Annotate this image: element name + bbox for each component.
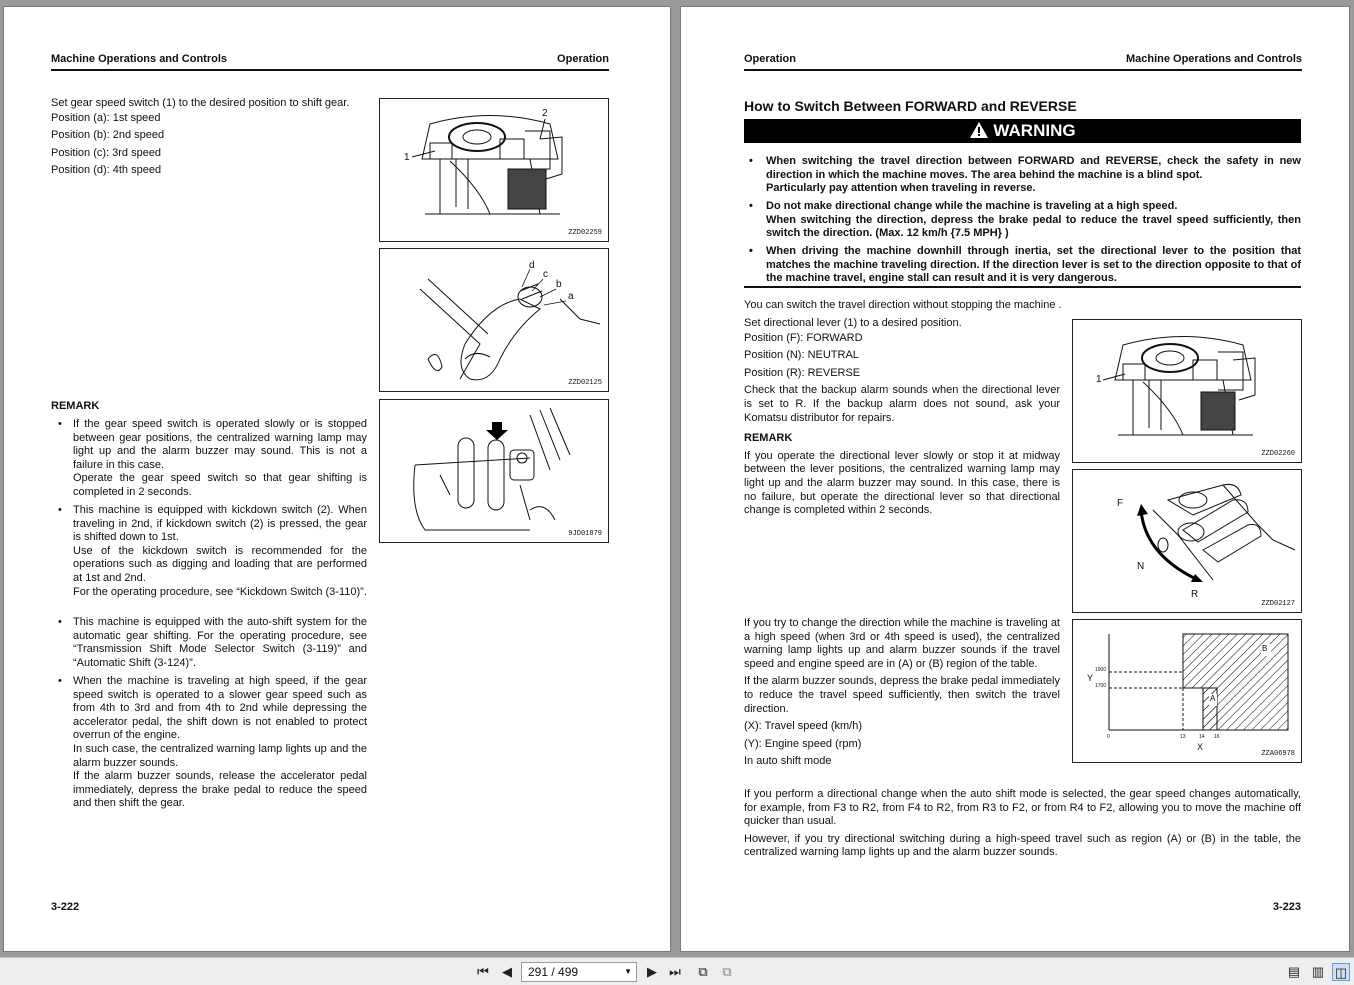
x-tick-16: 16 bbox=[1214, 734, 1220, 740]
label-reverse: R bbox=[1191, 589, 1199, 600]
running-header bbox=[744, 51, 1302, 71]
gear-switch-drawing bbox=[380, 249, 608, 391]
position-neutral: Position (N): NEUTRAL bbox=[744, 349, 859, 362]
callout-d: d bbox=[529, 260, 535, 271]
callout-c: c bbox=[543, 269, 548, 280]
region-chart bbox=[1073, 620, 1301, 762]
warning-2-p2: When switching the direction, depress the brake pedal to reduce the travel speed sufficiently, then switch the direction. (Max. 12 km/h {7.5 MPH} ) bbox=[766, 213, 1301, 240]
right-page bbox=[680, 6, 1350, 952]
header-section: Operation bbox=[744, 53, 796, 65]
warning-3-p1: When driving the machine downhill through inertia, set the directional lever to the position that matches the machine traveling direction. If the direction lever is set to the direction opposite to that of the machine travel, engine stall can result and it is very dangerous. bbox=[766, 245, 1301, 285]
legend-y: (Y): Engine speed (rpm) bbox=[744, 737, 862, 750]
remark-4: • When the machine is traveling at high speed, if the gear speed switch is operated to a slower gear speed such as from 4th to 3rd and from 4th to 2nd while depressing the accelerator pedal, the shift down is not enabled to protect overrun of the engine. In such case, the centralized warning lamp lights up and the alarm buzzer sounds. If the alarm buzzer sounds, release the accelerator pedal immediately, depress the brake pedal to reduce the speed and then shift the gear. bbox=[58, 675, 367, 810]
figure-dashboard bbox=[379, 98, 609, 242]
figure-gear-switch bbox=[379, 248, 609, 392]
warning-item-1: • When switching the travel direction between FORWARD and REVERSE, check the safety in new direction in which the machine moves. The area behind the machine is a blind spot. Particularly pay attention when traveling in reverse. bbox=[749, 155, 1301, 195]
left-page bbox=[3, 6, 671, 952]
directional-lever-drawing bbox=[1073, 470, 1301, 612]
remark-2-p2: Use of the kickdown switch is recommended for the operations such as digging and loading that are performed at 1st and 2nd. bbox=[73, 544, 367, 584]
para-backup-alarm: Check that the backup alarm sounds when the directional lever is set to R. If the backup alarm does not sound, ask your Komatsu distributor for repairs. bbox=[744, 384, 1060, 424]
continuous-view-icon[interactable]: ▥ bbox=[1311, 964, 1325, 979]
page-display: 291 / 499 bbox=[528, 965, 579, 979]
callout-b: b bbox=[556, 279, 562, 290]
remark-1: • If the gear speed switch is operated slowly or is stopped between gear positions, the centralized warning lamp may light up and the alarm buzzer may sound. This is not a failure in this case. Operate the gear speed switch so that gear shifting is completed in 2 seconds. bbox=[58, 418, 367, 498]
section-title: How to Switch Between FORWARD and REVERSE bbox=[744, 98, 1077, 114]
remark-title: REMARK bbox=[51, 400, 100, 412]
region-b-area bbox=[1183, 634, 1288, 730]
para-however: However, if you try directional switching during a high-speed travel such as region (A) or (B) in the table, the centralized warning lamp lights up and the alarm buzzer sounds. bbox=[744, 832, 1301, 859]
figure-directional-dashboard bbox=[1072, 319, 1302, 463]
position-c: Position (c): 3rd speed bbox=[51, 146, 162, 159]
kickdown-switch-drawing bbox=[380, 400, 608, 542]
single-page-view-icon[interactable]: ▤ bbox=[1287, 964, 1301, 979]
last-page-button[interactable]: ⏭ bbox=[669, 964, 681, 979]
remark-title: REMARK bbox=[744, 432, 793, 445]
para-brake: If the alarm buzzer sounds, depress the brake pedal immediately to reduce the travel speed sufficiently, then switch the travel direction. bbox=[744, 675, 1060, 715]
figure-code: 9JD01879 bbox=[568, 530, 602, 538]
warning-2-p1: Do not make directional change while the machine is traveling at a high speed. bbox=[766, 200, 1178, 212]
figure-kickdown-switch bbox=[379, 399, 609, 543]
remark-4-p3: If the alarm buzzer sounds, release the accelerator pedal immediately, depress the brake pedal to reduce the speed and then shift the gear. bbox=[73, 770, 367, 810]
callout-1: 1 bbox=[1096, 374, 1102, 385]
rotate-icon[interactable]: ⧉ bbox=[698, 964, 708, 979]
copy-icon[interactable]: ⧉ bbox=[722, 964, 732, 979]
warning-item-3: • When driving the machine downhill through inertia, set the directional lever to the position that matches the machine traveling direction. If the direction lever is set to the direction opposite to that of the machine travel, engine stall can result and it is very dangerous. bbox=[749, 245, 1301, 285]
axis-x-label: X bbox=[1197, 742, 1204, 752]
figure-warning-region-chart bbox=[1072, 619, 1302, 763]
x-tick-13: 13 bbox=[1180, 734, 1186, 740]
header-chapter: Machine Operations and Controls bbox=[51, 53, 228, 65]
viewer-toolbar bbox=[0, 957, 1354, 985]
remark-text: If you operate the directional lever slowly or stop it at midway between the lever positions, the centralized warning lamp may light up and the alarm buzzer may sound. In this case, there is no failure, but operate the directional lever so that directional change is completed within 2 seconds. bbox=[744, 449, 1060, 517]
remark-2-p1: This machine is equipped with kickdown switch (2). When traveling in 2nd, if kickdown switch (2) is pressed, the gear is shifted down to 1st. bbox=[73, 504, 367, 544]
label-forward: F bbox=[1117, 498, 1124, 509]
warning-icon bbox=[969, 121, 989, 139]
auto-shift-section bbox=[744, 788, 1301, 860]
para-set-lever: Set directional lever (1) to a desired position. bbox=[744, 317, 962, 329]
remark-3-p1: This machine is equipped with the auto-shift system for the automatic gear shifting. For the operating procedure, see “Transmission Shift Mode Selector Switch (3-119)” and “Automatic Shift (3-124)”. bbox=[73, 616, 367, 669]
remark-2-p3: For the operating procedure, see “Kickdown Switch (3-110)”. bbox=[73, 585, 367, 598]
dashboard-drawing bbox=[380, 99, 608, 241]
dashboard-drawing bbox=[1073, 320, 1301, 462]
gear-intro bbox=[51, 97, 371, 178]
axis-y-label: Y bbox=[1087, 673, 1094, 683]
position-b: Position (b): 2nd speed bbox=[51, 129, 165, 142]
label-neutral: N bbox=[1137, 561, 1145, 572]
auto-shift-title: In auto shift mode bbox=[744, 755, 832, 768]
figure-directional-lever bbox=[1072, 469, 1302, 613]
remark-1-p2: Operate the gear speed switch so that gear shifting is completed in 2 seconds. bbox=[73, 472, 367, 498]
callout-2: 2 bbox=[542, 108, 548, 119]
para-switch: You can switch the travel direction without stopping the machine . bbox=[744, 299, 1062, 311]
figure-code: ZZD02125 bbox=[568, 379, 602, 387]
figure-code: ZZD02127 bbox=[1261, 600, 1295, 608]
position-forward: Position (F): FORWARD bbox=[744, 331, 863, 344]
position-reverse: Position (R): REVERSE bbox=[744, 366, 861, 379]
callout-1: 1 bbox=[404, 152, 410, 163]
page-number: 3-223 bbox=[1272, 901, 1301, 913]
figure-code: ZZD02259 bbox=[568, 229, 602, 237]
region-a-label: A bbox=[1210, 694, 1216, 703]
remark-1-p1: If the gear speed switch is operated slowly or is stopped between gear positions, the centralized warning lamp may light up and the alarm buzzer may sound. This is not a failure in this case. bbox=[73, 418, 367, 471]
warning-1-p2: Particularly pay attention when traveling in reverse. bbox=[766, 182, 1036, 195]
figure-code: ZZD02260 bbox=[1261, 450, 1295, 458]
position-d: Position (d): 4th speed bbox=[51, 164, 162, 177]
region-b-label: B bbox=[1262, 644, 1268, 653]
y-tick-1700: 1700 bbox=[1095, 683, 1107, 689]
running-header bbox=[51, 51, 609, 71]
warning-item-2: • Do not make directional change while the machine is traveling at a high speed. When switching the direction, depress the brake pedal to reduce the travel speed sufficiently, then switch the direction. (Max. 12 km/h {7.5 MPH} ) bbox=[749, 200, 1301, 240]
para-auto-shift: If you perform a directional change when the auto shift mode is selected, the gear speed changes automatically, for example, from F3 to R2, from F4 to R2, from R3 to F2, or from R4 to F2, allowing you to move the machine off quicker than usual. bbox=[744, 788, 1301, 828]
remark-3: • This machine is equipped with the auto-shift system for the automatic gear shifting. For the operating procedure, see “Transmission Shift Mode Selector Switch (3-119)” and “Automatic Shift (3-124)”. bbox=[58, 616, 367, 669]
header-chapter: Machine Operations and Controls bbox=[1125, 53, 1302, 65]
intro-text: Set gear speed switch (1) to the desired position to shift gear. bbox=[51, 97, 350, 109]
chevron-down-icon[interactable]: ▼ bbox=[624, 967, 632, 976]
warning-box bbox=[744, 147, 1301, 288]
previous-page-button[interactable]: ◀ bbox=[502, 964, 512, 979]
para-high-speed: If you try to change the direction while the machine is traveling at a high speed (when 3rd or 4th speed is used), the centralized warning lamp lights up and alarm buzzer sounds if the travel speed and engine speed are in (A) or (B) region of the table. bbox=[744, 617, 1060, 670]
page-number-input[interactable] bbox=[521, 962, 637, 982]
origin-label: 0 bbox=[1107, 734, 1110, 740]
remark-4-p1: When the machine is traveling at high speed, if the gear speed switch is operated to a slower gear speed such as from 4th to 3rd and from 4th to 2nd while depressing the accelerator pedal, the shift down is not enabled to protect overrun of the engine. bbox=[73, 675, 367, 742]
first-page-button[interactable]: ⏮ bbox=[477, 964, 489, 979]
figure-code: ZZA06978 bbox=[1261, 750, 1295, 758]
remark-4-p2: In such case, the centralized warning lamp lights up and the alarm buzzer sounds. bbox=[73, 742, 367, 769]
warning-label: WARNING bbox=[993, 121, 1076, 140]
warning-1-p1: When switching the travel direction between FORWARD and REVERSE, check the safety in new direction in which the machine moves. The area behind the machine is a blind spot. bbox=[766, 155, 1301, 181]
position-a: Position (a): 1st speed bbox=[51, 111, 161, 124]
header-section: Operation bbox=[557, 53, 609, 65]
page-number: 3-222 bbox=[51, 901, 80, 913]
next-page-button[interactable]: ▶ bbox=[647, 964, 657, 979]
warning-banner bbox=[744, 119, 1301, 143]
directional-lever-section bbox=[744, 317, 1060, 518]
remark-2: • This machine is equipped with kickdown switch (2). When traveling in 2nd, if kickdown switch (2) is pressed, the gear is shifted down to 1st. Use of the kickdown switch is recommended for the operations such as digging and loading that are performed at 1st and 2nd. For the operating procedure, see “Kickdown Switch (3-110)”. bbox=[58, 504, 367, 598]
two-page-view-icon[interactable]: ◫ bbox=[1332, 963, 1350, 981]
callout-a: a bbox=[568, 291, 574, 302]
y-tick-1900: 1900 bbox=[1095, 667, 1107, 673]
legend-x: (X): Travel speed (km/h) bbox=[744, 720, 862, 733]
high-speed-section bbox=[744, 617, 1060, 769]
x-tick-14: 14 bbox=[1199, 734, 1205, 740]
